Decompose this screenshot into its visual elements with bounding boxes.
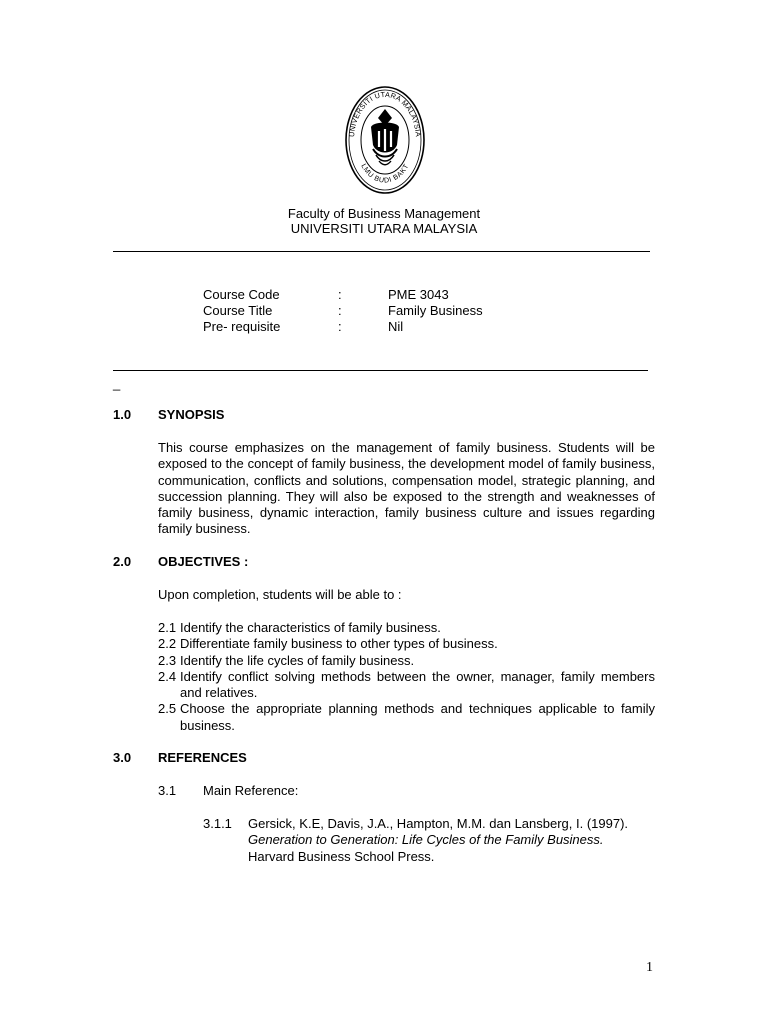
page-number: 1 — [646, 960, 653, 975]
references-number: 3.0 — [113, 750, 132, 765]
reference-entry — [203, 816, 655, 865]
course-code-value: PME 3043 — [388, 287, 449, 302]
prerequisite-label: Pre- requisite — [203, 319, 281, 334]
course-code-label: Course Code — [203, 287, 280, 302]
reference-title: Generation to Generation: Life Cycles of the Family Business. — [248, 832, 604, 848]
seal-ring-top-text: UNIVERSITI UTARA MALAYSIA — [347, 89, 423, 138]
objectives-list — [158, 620, 655, 734]
seal-ring-bottom-text: LMU BUDI BAKT — [359, 162, 411, 185]
objectives-number: 2.0 — [113, 554, 132, 569]
list-item — [158, 620, 655, 636]
synopsis-paragraph: This course emphasizes on the management of family business. Students will be exposed to the concept of family business, the development model of family business, communication, conflicts and solutions, compensation model, strategic planning, and succession planning. They will also be exposed to the strength and weaknesses of family business, dynamic interaction, family business culture and issues regarding family business. — [158, 440, 655, 537]
main-reference-number: 3.1 — [158, 783, 177, 798]
university-seal — [345, 85, 425, 195]
objective-number: 2.3 — [158, 652, 177, 668]
stray-underscore: _ — [113, 376, 121, 391]
course-title-colon: : — [338, 303, 342, 318]
list-item — [158, 636, 655, 652]
references-heading: REFERENCES — [158, 750, 247, 765]
objective-text: Choose the appropriate planning methods and techniques applicable to family business. — [180, 701, 655, 733]
reference-authors: Gersick, K.E, Davis, J.A., Hampton, M.M. dan Lansberg, I. (1997). — [248, 816, 629, 831]
objectives-heading: OBJECTIVES : — [158, 554, 249, 569]
list-item — [158, 653, 655, 669]
prerequisite-colon: : — [338, 319, 342, 334]
objective-text: Differentiate family business to other types of business. — [180, 636, 498, 652]
objective-text: Identify the life cycles of family business. — [180, 652, 415, 668]
header-divider — [113, 251, 650, 252]
objective-number: 2.2 — [158, 636, 177, 652]
synopsis-heading: SYNOPSIS — [158, 407, 225, 422]
course-title-label: Course Title — [203, 303, 273, 318]
synopsis-number: 1.0 — [113, 407, 132, 422]
objective-number: 2.1 — [158, 620, 177, 635]
faculty-name: Faculty of Business Management — [287, 206, 481, 221]
course-info-divider — [113, 370, 648, 371]
reference-number: 3.1.1 — [203, 816, 232, 831]
prerequisite-value: Nil — [388, 319, 404, 334]
list-item — [158, 669, 655, 702]
main-reference-label: Main Reference: — [203, 783, 299, 798]
objectives-intro: Upon completion, students will be able to : — [158, 587, 402, 602]
objective-number: 2.4 — [158, 668, 177, 684]
course-title-value: Family Business — [388, 303, 483, 318]
reference-publisher: Harvard Business School Press. — [248, 848, 435, 864]
list-item — [158, 701, 655, 734]
objective-text: Identify the characteristics of family business. — [180, 620, 441, 635]
university-name: UNIVERSITI UTARA MALAYSIA — [290, 221, 478, 236]
objective-number: 2.5 — [158, 701, 177, 717]
course-code-colon: : — [338, 287, 342, 302]
objective-text: Identify conflict solving methods between the owner, manager, family members and relatives. — [180, 668, 655, 701]
